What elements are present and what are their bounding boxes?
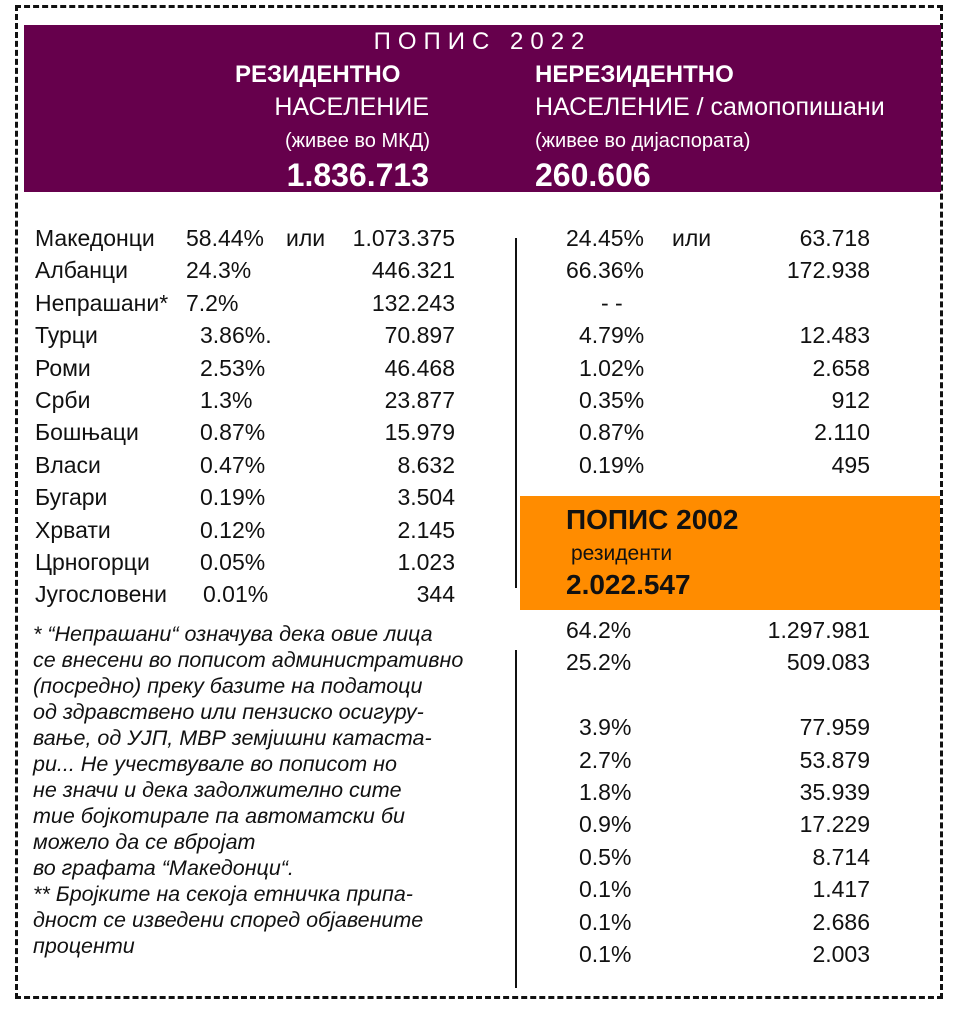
- resident-count: 132.243: [371, 289, 455, 316]
- resident-title: РЕЗИДЕНТНО: [235, 61, 401, 88]
- census-2002-percent: 0.1%: [579, 941, 632, 967]
- resident-count: 23.877: [384, 387, 455, 413]
- resident-percent: 7.2%: [186, 289, 239, 316]
- resident-count: 344: [416, 581, 455, 608]
- census-2002-count: 35.939: [799, 779, 870, 805]
- resident-count: 15.979: [384, 419, 455, 446]
- ethnic-group-name: Албанци: [35, 257, 128, 284]
- census-2002-count: 8.714: [812, 843, 870, 870]
- ethnic-group-name: Власи: [35, 451, 101, 478]
- header-banner-2022: [24, 25, 941, 192]
- resident-total: 1.836.713: [286, 157, 429, 193]
- or-label: или: [286, 225, 326, 251]
- nonresident-title: НЕРЕЗИДЕНТНО: [535, 61, 734, 88]
- census-2002-total: 2.022.547: [566, 569, 691, 600]
- census-2022-title: ПОПИС 2022: [373, 28, 592, 55]
- ethnic-group-name: Црногорци: [35, 549, 150, 575]
- resident-percent: 3.86%.: [200, 322, 272, 349]
- resident-count: 1.023: [397, 549, 455, 575]
- nonresident-count: 2.110: [814, 419, 870, 446]
- resident-percent: 0.47%: [200, 451, 266, 478]
- nonresident-percent: 4.79%: [579, 322, 645, 349]
- resident-percent: 0.05%: [200, 549, 266, 575]
- nonresident-row: [0, 449, 966, 481]
- census-2002-count: 1.297.981: [767, 617, 870, 643]
- resident-count: 70.897: [384, 322, 455, 349]
- ethnic-group-name: Роми: [35, 354, 91, 381]
- ethnic-group-name: Турци: [35, 322, 98, 349]
- nonresident-percent: 1.02%: [579, 354, 645, 381]
- census-2002-percent: 64.2%: [566, 617, 632, 643]
- resident-count: 2.145: [397, 516, 455, 543]
- census-2002-percent: 0.1%: [579, 908, 632, 935]
- nonresident-note: (живее во дијаспората): [535, 130, 751, 152]
- nonresident-count: 172.938: [786, 257, 870, 284]
- census-2002-count: 509.083: [786, 649, 870, 676]
- resident-percent: 0.19%: [200, 484, 266, 511]
- census-2002-count: 77.959: [799, 714, 870, 741]
- resident-percent: 1.3%: [200, 387, 253, 413]
- nonresident-total: 260.606: [535, 157, 651, 193]
- census-2002-percent: 0.1%: [579, 876, 632, 903]
- census-2002-percent: 3.9%: [579, 714, 632, 741]
- resident-count: 3.504: [397, 484, 455, 511]
- nonresident-row: [0, 352, 966, 384]
- nonresident-percent: 66.36%: [566, 257, 645, 284]
- census-2002-percent: 0.9%: [579, 811, 632, 838]
- resident-count: 46.468: [384, 354, 455, 381]
- census-2002-percent: 0.5%: [579, 843, 632, 870]
- nonresident-count: 495: [831, 451, 870, 478]
- nonresident-count: 63.718: [799, 225, 870, 251]
- census-2002-box: [520, 496, 940, 610]
- nonresident-percent: 24.45%: [566, 225, 645, 251]
- resident-count: 446.321: [371, 257, 455, 284]
- resident-count: 8.632: [397, 451, 455, 478]
- ethnic-group-name: Срби: [35, 387, 91, 413]
- nonresident-row: [0, 222, 966, 254]
- resident-count: 1.073.375: [352, 225, 455, 251]
- census-2002-subtitle: резиденти: [571, 542, 673, 565]
- resident-subtitle: НАСЕЛЕНИЕ: [274, 93, 429, 121]
- ethnic-group-name: Југословени: [35, 581, 167, 608]
- census-2002-title: ПОПИС 2002: [566, 504, 739, 535]
- nonresident-row: [0, 384, 966, 416]
- census-2002-count: 17.229: [799, 811, 870, 838]
- census-2002-count: 2.003: [812, 941, 870, 967]
- nonresident-count: 12.483: [799, 322, 870, 349]
- resident-percent: 0.01%: [203, 581, 269, 608]
- census-2002-count: 2.686: [812, 908, 870, 935]
- ethnic-group-name: Хрвати: [35, 516, 111, 543]
- census-2002-count: 53.879: [799, 746, 870, 773]
- resident-note: (живее во МКД): [284, 130, 430, 152]
- or-label: или: [672, 225, 712, 251]
- footnote: * “Непрашани“ означува дека овие лица се внесени во пописот административно (посредно) преку базите на податоци од здравствено или пензиско осигуру- вање, од УЈП, МВР земјишни катаста- ри... Не учествувале во пописот но не значи и дека задолжително сите тие бојкотирале па автоматски би можело да се вбројат во графата “Македонци“. ** Бројките на секоја етничка припа- дност се изведени според објавените проценти: [33, 622, 464, 958]
- census-2002-percent: 25.2%: [566, 649, 632, 676]
- nonresident-row: [0, 319, 966, 351]
- census-2002-percent: 2.7%: [579, 746, 632, 773]
- nonresident-percent: - -: [601, 289, 623, 316]
- ethnic-group-name: Македонци: [35, 225, 155, 251]
- nonresident-row: [0, 416, 966, 448]
- nonresident-percent: 0.35%: [579, 387, 645, 413]
- ethnic-group-name: Непрашани*: [35, 289, 169, 316]
- nonresident-count: 2.658: [812, 354, 870, 381]
- nonresident-count: 912: [831, 387, 870, 413]
- nonresident-subtitle: НАСЕЛЕНИЕ / самопопишани: [535, 93, 885, 121]
- resident-percent: 0.12%: [200, 516, 266, 543]
- resident-percent: 0.87%: [200, 419, 266, 446]
- ethnic-group-name: Бошњаци: [35, 419, 139, 446]
- nonresident-percent: 0.87%: [579, 419, 645, 446]
- nonresident-row: [0, 287, 966, 319]
- resident-percent: 2.53%: [200, 354, 266, 381]
- census-2002-percent: 1.8%: [579, 779, 632, 805]
- ethnic-group-name: Бугари: [35, 484, 108, 511]
- nonresident-percent: 0.19%: [579, 451, 645, 478]
- resident-percent: 58.44%: [186, 225, 265, 251]
- census-2002-count: 1.417: [812, 876, 870, 903]
- nonresident-row: [0, 254, 966, 286]
- resident-percent: 24.3%: [186, 257, 252, 284]
